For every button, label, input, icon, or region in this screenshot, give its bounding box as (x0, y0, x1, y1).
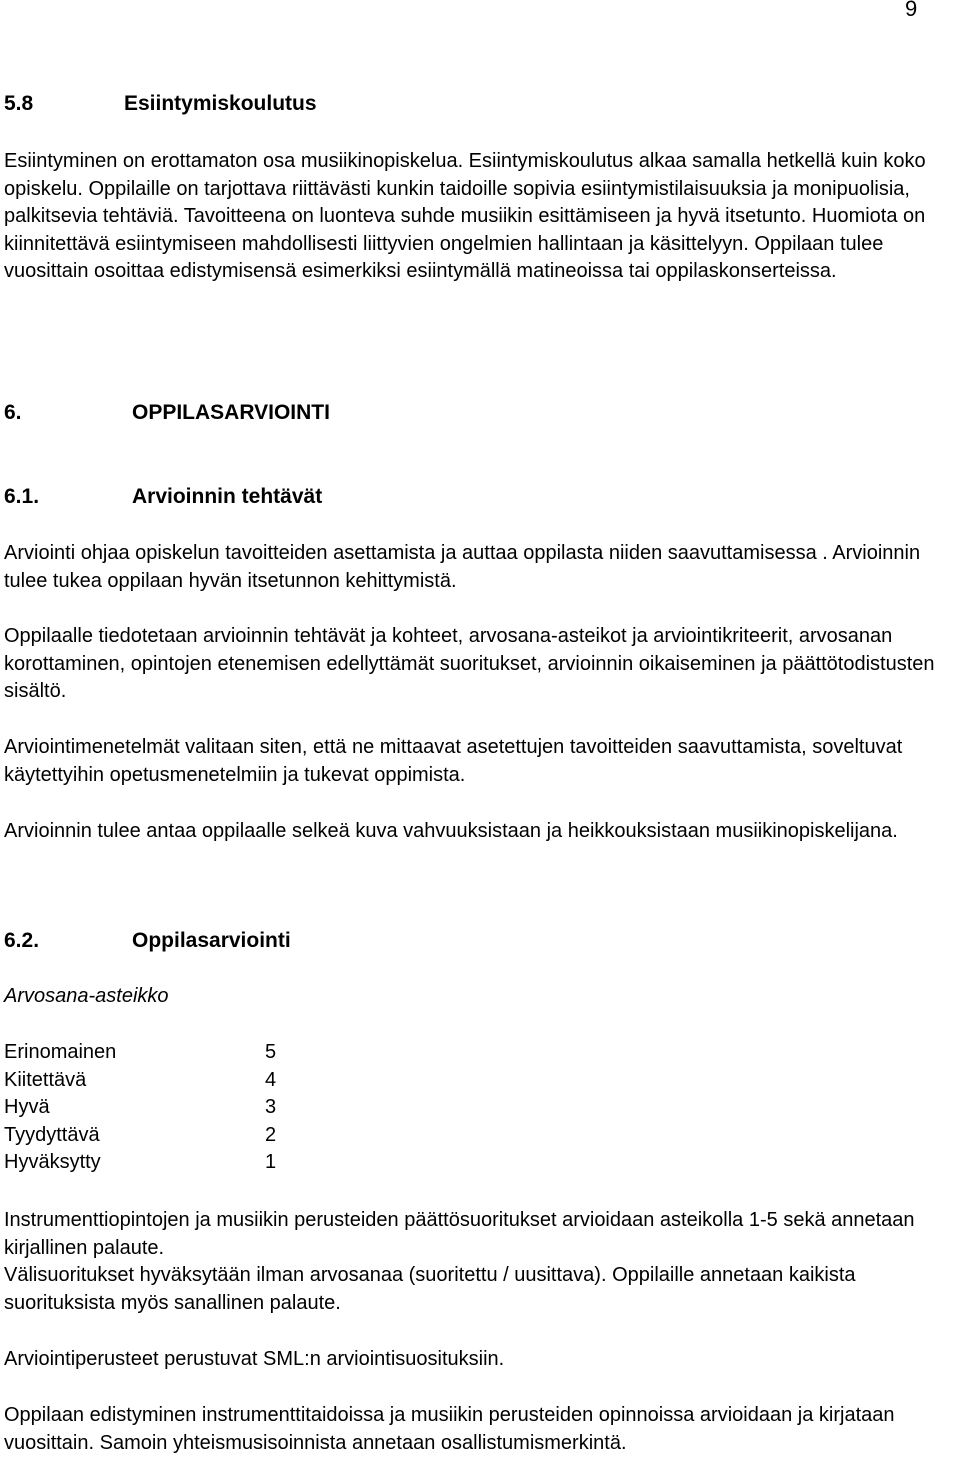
grade-label: Hyväksytty (4, 1151, 101, 1174)
grade-scale-list (4, 1039, 294, 1177)
paragraph-esiintyminen: Esiintyminen on erottamaton osa musiikinopiskelua. Esiintymiskoulutus alkaa samalla hetkellä kuin koko opiskelu. Oppilaille on tarjottava riittävästi kunkin taidoille sopivia esiintymistilaisuuksia ja monipuolisia, palkitsevia tehtäviä. Tavoitteena on luonteva suhde musiikin esittämiseen ja hyvä itsetunto. Huomiota on kiinnitettävä esiintymiseen mahdollisesti liittyvien ongelmien hallintaan ja käsittelyyn. Oppilaan tulee vuosittain osoittaa edistymisensä esimerkiksi esiintymällä matineoissa tai oppilaskonserteissa. (4, 150, 926, 283)
grade-row (4, 1039, 294, 1067)
paragraph-arvioinnin-tulee: Arvioinnin tulee antaa oppilaalle selkeä kuva vahvuuksistaan ja heikkouksistaan musiikinopiskelijana. (4, 820, 898, 842)
paragraph-instrumenttiopintojen: Instrumenttiopintojen ja musiikin perusteiden päättösuoritukset arvioidaan asteikolla 1-5 sekä annetaan kirjallinen palaute. (4, 1209, 915, 1259)
grade-row (4, 1149, 294, 1177)
section-title: OPPILASARVIOINTI (132, 401, 330, 424)
grade-label: Erinomainen (4, 1041, 117, 1063)
grade-label: Hyvä (4, 1096, 50, 1119)
section-number: 6.1. (4, 485, 40, 508)
grade-row (4, 1094, 294, 1122)
grade-value: 5 (265, 1041, 277, 1063)
paragraph-arviointi-ohjaa: Arviointi ohjaa opiskelun tavoitteiden asettamista ja auttaa oppilasta niiden saavuttamisessa . Arvioinnin tulee tukea oppilaan hyvän itsetunnon kehittymistä. (4, 542, 921, 592)
grade-value: 2 (265, 1123, 277, 1146)
grade-value: 3 (265, 1096, 277, 1119)
section-heading-6-2 (4, 929, 291, 953)
paragraph-valisuoritukset: Välisuoritukset hyväksytään ilman arvosanaa (suoritettu / uusittava). Oppilaille annetaan kaikista suorituksista myös sanallinen palaute. (4, 1264, 856, 1314)
section-title: Arvioinnin tehtävät (132, 485, 323, 508)
grade-label: Tyydyttävä (4, 1123, 100, 1146)
section-heading-6-1 (4, 485, 323, 509)
section-heading-6 (4, 401, 330, 425)
paragraph-arviointimenetelmat: Arviointimenetelmät valitaan siten, että ne mittaavat asetettujen tavoitteiden saavuttamista, soveltuvat käytettyihin opetusmenetelmiin ja tukevat oppimista. (4, 736, 903, 786)
grade-label: Kiitettävä (4, 1068, 87, 1091)
grade-value: 1 (265, 1151, 277, 1174)
grade-value: 4 (265, 1068, 277, 1091)
grade-row (4, 1122, 294, 1150)
grade-scale-heading: Arvosana-asteikko (4, 985, 169, 1007)
paragraph-oppilaalle-tiedotetaan: Oppilaalle tiedotetaan arvioinnin tehtävät ja kohteet, arvosana-asteikot ja arviointikriteerit, arvosanan korottaminen, opintojen etenemisen edellyttämät suoritukset, arvioinnin oikaiseminen ja päättötodistusten sisältö. (4, 625, 935, 703)
section-number: 6.2. (4, 929, 40, 952)
page-number: 9 (905, 0, 918, 21)
section-number: 5.8 (4, 92, 34, 115)
section-number: 6. (4, 401, 22, 424)
section-title: Oppilasarviointi (132, 929, 291, 952)
paragraph-oppilaan-edistyminen: Oppilaan edistyminen instrumenttitaidoissa ja musiikin perusteiden opinnoissa arvioidaan ja kirjataan vuosittain. Samoin yhteismusisoinnista annetaan osallistumismerkintä. (4, 1404, 895, 1454)
grade-row (4, 1067, 294, 1095)
section-heading-5-8 (4, 92, 317, 116)
section-title: Esiintymiskoulutus (124, 92, 317, 115)
paragraph-arviointiperusteet: Arviointiperusteet perustuvat SML:n arviointisuosituksiin. (4, 1348, 505, 1370)
